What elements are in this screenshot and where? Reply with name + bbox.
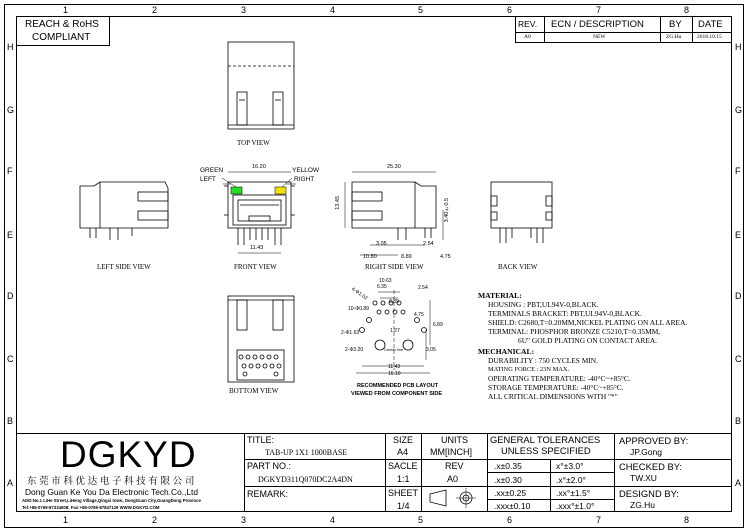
- mechanical-line: ALL CRITICAL DIMENSIONS WITH "*": [488, 392, 618, 402]
- col-marker: 5: [418, 5, 424, 15]
- tolerance-linear: .x±0.35: [494, 461, 522, 471]
- right-side-view-label: RIGHT SIDE VIEW: [365, 263, 424, 271]
- size-label: SIZE: [393, 435, 414, 445]
- scale-label: SACLE: [388, 461, 418, 471]
- tolerance-linear: .x±0.30: [494, 475, 522, 485]
- dim-pcb-f: 8.89: [389, 299, 399, 305]
- pcb-layout-label-2: VIEWED FROM COMPONENT SIDE: [351, 391, 443, 397]
- revision-row-by: ZG.Hu: [666, 34, 682, 40]
- dim-pcb-a: 4-Φ1.02: [350, 286, 369, 302]
- tolerance-angular: .x°±2.0°: [556, 475, 586, 485]
- dim-pcb-j: 2-Φ3.20: [345, 347, 364, 353]
- left-side-view-label: LEFT SIDE VIEW: [97, 263, 151, 271]
- col-marker: 6: [507, 5, 513, 15]
- dim-pcb-l: 11.43: [388, 364, 401, 370]
- part-no-value: DGKYD311Q070DC2A4DN: [258, 475, 353, 484]
- row-marker: B: [7, 416, 14, 426]
- title-label: TITLE:: [247, 435, 275, 445]
- company-name-en: Dong Guan Ke You Da Electronic Tech.Co.,Ltd: [25, 487, 199, 497]
- row-marker: F: [735, 166, 741, 176]
- dim-side-h2: 3.40±0.5: [444, 198, 450, 223]
- tolerance-title-1: GENERAL TOLERANCES: [490, 434, 601, 445]
- tolerance-linear: .xxx±0.10: [494, 501, 531, 511]
- yellow-led-label-2: RIGHT: [294, 176, 315, 183]
- dim-pcb-c: 10.63: [379, 278, 392, 284]
- part-no-label: PART NO.:: [247, 461, 292, 471]
- dim-front-pitch: 11.43: [250, 245, 264, 251]
- pcb-layout-label-1: RECOMMENDED PCB LAYOUT: [357, 383, 439, 389]
- row-marker: H: [735, 42, 742, 52]
- col-marker: 1: [63, 5, 69, 15]
- material-line: TERMINALS BRACKET: PBT,UL94V-0,BLACK.: [488, 309, 642, 319]
- green-led-label-2: LEFT: [200, 176, 216, 183]
- dim-pcb-h: 4.75: [414, 312, 424, 318]
- material-line: HOUSING : PBT,UL94V-0,BLACK.: [488, 300, 599, 310]
- tolerance-angular: x°±3.0°: [556, 461, 584, 471]
- company-logo: DGKYD: [60, 434, 197, 475]
- checked-by-label: CHECKED BY:: [619, 461, 683, 472]
- row-marker: A: [7, 478, 14, 488]
- compliance-line-1: REACH & RoHS: [25, 19, 99, 30]
- dim-pcb-n: 6.89: [433, 322, 443, 328]
- col-marker: 6: [507, 515, 513, 525]
- row-marker: F: [7, 166, 13, 176]
- dim-side-e: 4.75: [440, 254, 451, 260]
- revision-header-date: DATE: [698, 19, 723, 30]
- row-marker: E: [735, 230, 742, 240]
- revision-row-rev: A0: [524, 34, 531, 40]
- scale-value: 1:1: [397, 474, 410, 484]
- revision-row-description: NEW: [593, 34, 606, 40]
- front-view-label: FRONT VIEW: [234, 263, 277, 271]
- approved-by-value: JP.Gong: [630, 447, 662, 457]
- row-marker: G: [7, 105, 15, 115]
- row-marker: C: [735, 354, 742, 364]
- designed-by-label: DESIGND BY:: [619, 488, 679, 499]
- tolerance-title-2: UNLESS SPECIFIED: [501, 445, 591, 456]
- col-marker: 2: [152, 515, 158, 525]
- back-view-label: BACK VIEW: [498, 263, 538, 271]
- dim-pcb-m: 16.10: [388, 371, 401, 377]
- mechanical-heading: MECHANICAL:: [478, 346, 535, 356]
- dim-pcb-e: 10-Φ0.89: [348, 306, 369, 312]
- designed-by-value: ZG.Hu: [630, 500, 656, 510]
- col-marker: 3: [241, 515, 247, 525]
- col-marker: 3: [241, 5, 247, 15]
- row-marker: G: [735, 105, 743, 115]
- row-marker: D: [735, 291, 742, 301]
- dim-pcb-i: 2-Φ1.63: [341, 330, 360, 336]
- dim-pcb-center: Center line: [384, 347, 404, 352]
- revision-header-by: BY: [669, 19, 682, 30]
- sheet-value: 1/4: [397, 501, 410, 511]
- rev-value: A0: [447, 474, 459, 484]
- mechanical-line: OPERATING TEMPERATURE: -40°C~+85°C.: [488, 373, 631, 383]
- col-marker: 4: [330, 5, 336, 15]
- row-marker: B: [735, 416, 742, 426]
- col-marker: 4: [330, 515, 336, 525]
- col-marker: 7: [596, 5, 602, 15]
- dim-front-width: 16.20: [252, 164, 266, 170]
- row-marker: H: [7, 42, 14, 52]
- material-line: TERMINAL: PHOSPHOR BRONZE C5210,T=0.35MM,: [488, 327, 661, 337]
- col-marker: 8: [684, 5, 690, 15]
- dim-pcb-b: 6.35: [377, 284, 387, 290]
- approved-by-label: APPROVED BY:: [619, 435, 689, 446]
- compliance-line-2: COMPLIANT: [32, 32, 91, 43]
- dim-pcb-d: 2.54: [418, 285, 428, 291]
- row-marker: C: [7, 354, 14, 364]
- tolerance-angular: .xxx°±1.0°: [556, 501, 595, 511]
- dim-side-d: 8.89: [401, 254, 412, 260]
- dim-side-a: 3.05: [376, 241, 387, 247]
- tolerance-angular: .xx°±1.5°: [556, 488, 591, 498]
- dim-side-b: 2.54: [423, 241, 434, 247]
- checked-by-value: TW.XU: [630, 473, 657, 483]
- row-marker: A: [735, 478, 742, 488]
- mechanical-line: STORAGE TEMPERATURE: -40°C~+85°C.: [488, 382, 624, 392]
- row-marker: D: [7, 291, 14, 301]
- company-name-cn: 东 莞 市 科 优 达 电 子 科 技 有 限 公 司: [27, 476, 195, 487]
- remark-label: REMARK:: [247, 489, 289, 499]
- material-line: 6U" GOLD PLATING ON CONTACT AREA.: [518, 336, 658, 346]
- green-led-label-1: GREEN: [200, 167, 224, 174]
- yellow-led-label-1: YELLOW: [292, 167, 320, 174]
- company-contact: Tel:+86-0769-87334608; Fax:+86-0769-87847129 WWW.DGKYD.COM: [22, 505, 160, 510]
- dim-pcb-g: 1.27: [390, 328, 400, 334]
- col-marker: 7: [596, 515, 602, 525]
- mechanical-line: MATING FORCE : 23N MAX.: [488, 365, 570, 373]
- top-view-label: TOP VIEW: [237, 139, 270, 147]
- units-value: MM[INCH]: [430, 447, 472, 457]
- mechanical-line: DURABILITY : 750 CYCLES MIN.: [488, 355, 598, 365]
- tolerance-linear: .xx±0.25: [494, 488, 527, 498]
- material-line: SHIELD: C2680,T=0.20MM,NICKEL PLATING ON ALL AREA.: [488, 318, 688, 328]
- col-marker: 2: [152, 5, 158, 15]
- dim-side-width: 25.30: [387, 164, 401, 170]
- col-marker: 5: [418, 515, 424, 525]
- row-marker: E: [7, 230, 14, 240]
- units-label: UNITS: [441, 435, 468, 445]
- title-value: TAB-UP 1X1 1000BASE: [265, 448, 348, 457]
- revision-header-rev: REV.: [518, 19, 538, 29]
- rev-label: REV: [445, 461, 464, 471]
- company-address: ADD:No.1 LiHe Street,LiHeng Village,Qingxi town, DongGuan City,GuangDong Province: [22, 498, 201, 503]
- material-heading: MATERIAL:: [478, 291, 522, 300]
- sheet-label: SHEET: [388, 488, 419, 498]
- dim-side-c: 10.80: [363, 254, 377, 260]
- dim-pcb-k: 3.05: [426, 347, 436, 353]
- dim-side-height: 13.45: [335, 196, 341, 210]
- size-value: A4: [397, 447, 409, 457]
- revision-header-description: ECN / DESCRIPTION: [551, 19, 644, 30]
- bottom-view-label: BOTTOM VIEW: [229, 387, 279, 395]
- col-marker: 1: [63, 515, 69, 525]
- revision-row-date: 2018.10.15: [697, 34, 722, 40]
- col-marker: 8: [684, 515, 690, 525]
